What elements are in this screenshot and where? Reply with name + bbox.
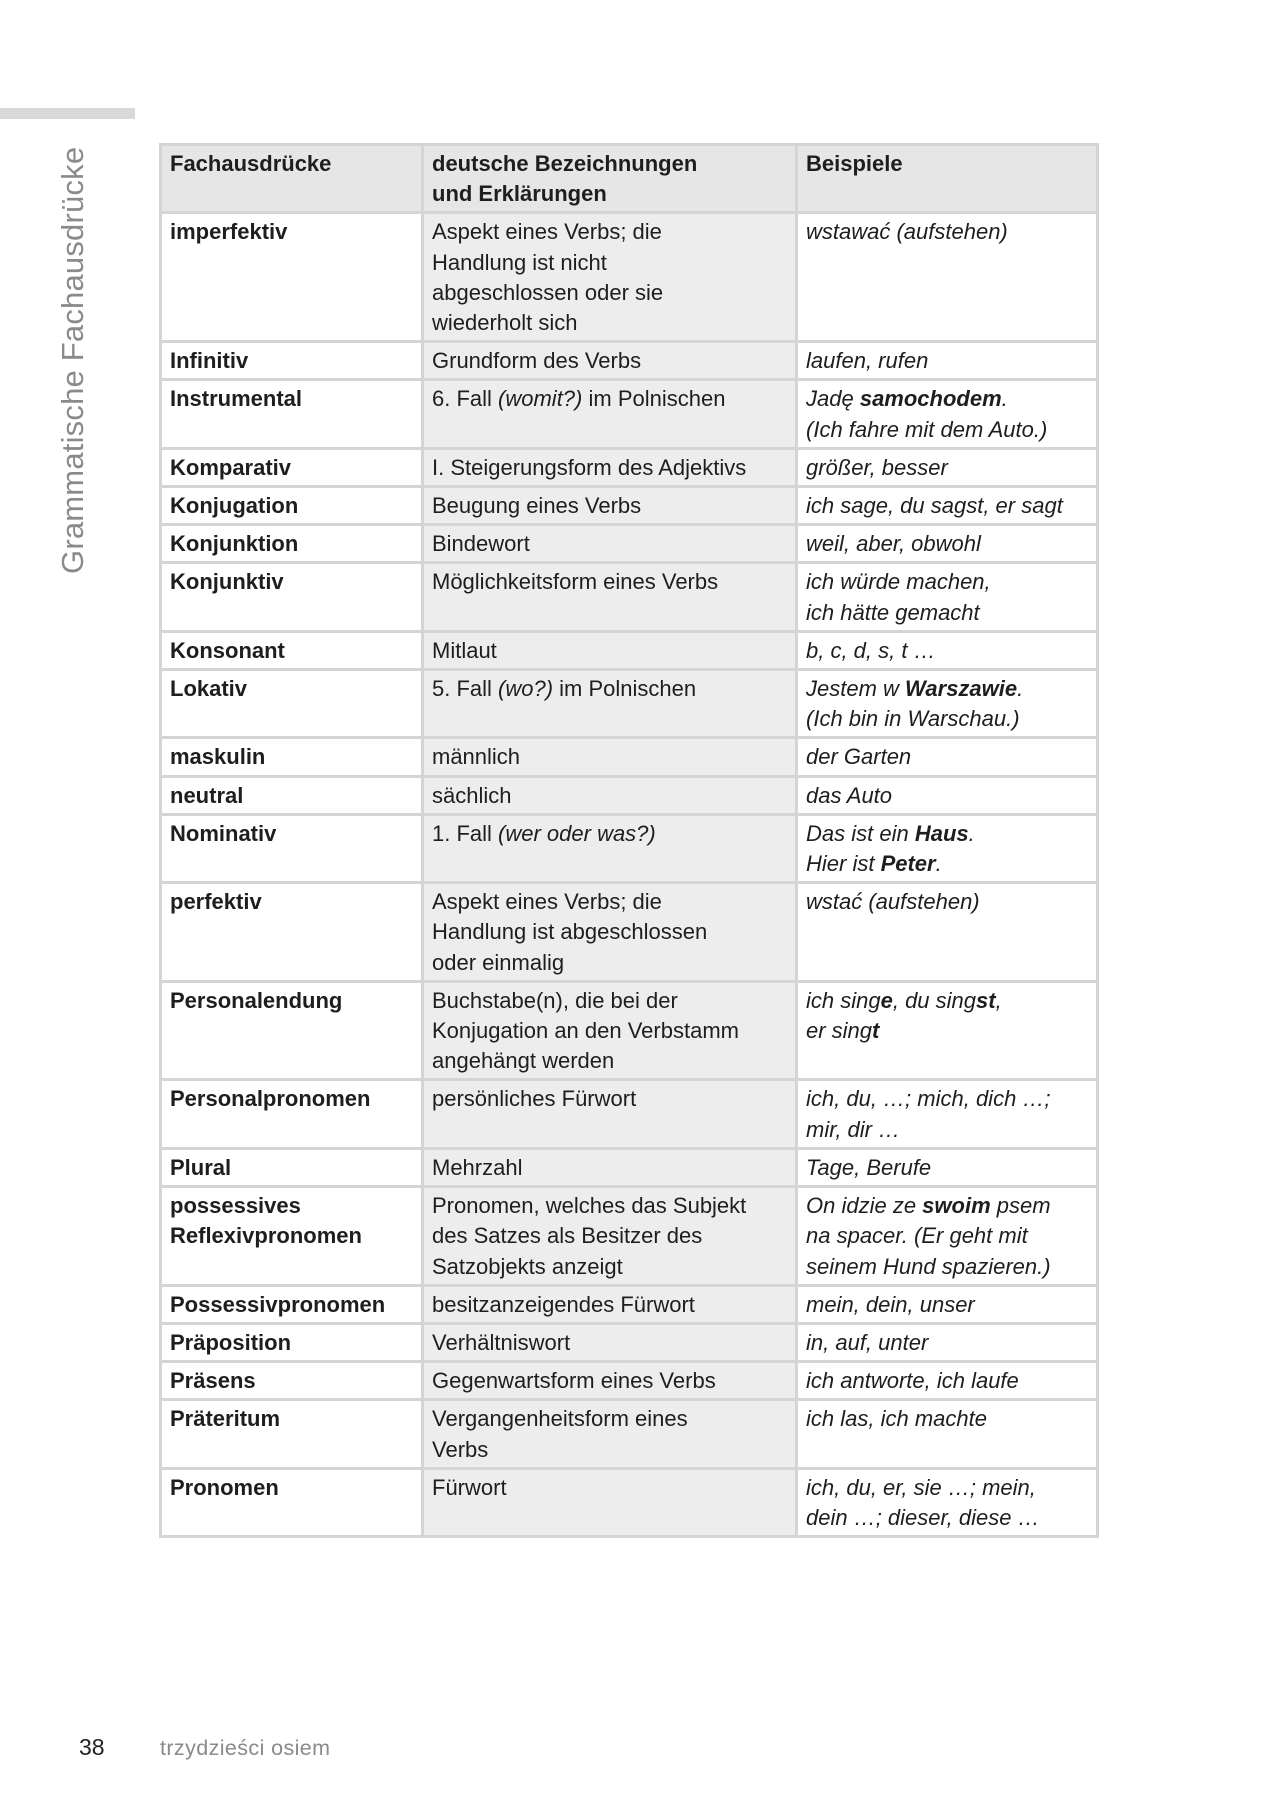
- table-row: [161, 1323, 1098, 1361]
- header-description-text: deutsche Bezeichnungen und Erklärungen: [432, 151, 698, 207]
- description-text: Möglichkeitsform eines Verbs: [432, 569, 719, 595]
- example-text: das Auto: [806, 782, 893, 808]
- term-cell: [161, 1148, 423, 1186]
- example-cell: [797, 670, 1098, 738]
- description-cell: [423, 213, 797, 342]
- description-text: Buchstabe(n), die bei der Konjugation an den Verbstamm angehängt werden: [432, 987, 739, 1074]
- table-row: [161, 1362, 1098, 1400]
- table-row: [161, 342, 1098, 380]
- description-cell: [423, 487, 797, 525]
- example-emphasis: e: [880, 987, 893, 1013]
- term-text: Konsonant: [170, 637, 285, 663]
- description-cell: [423, 1187, 797, 1286]
- description-text: Verhältniswort: [432, 1329, 571, 1355]
- example-cell: [797, 738, 1098, 776]
- description-cell: [423, 776, 797, 814]
- table-row: [161, 738, 1098, 776]
- example-cell: [797, 525, 1098, 563]
- description-text: sächlich: [432, 782, 512, 808]
- example-cell: [797, 342, 1098, 380]
- description-text: Fürwort: [432, 1474, 507, 1500]
- term-text: Personalendung: [170, 987, 343, 1013]
- description-text: im Polnischen: [582, 386, 726, 412]
- term-text: Possessivpronomen: [170, 1291, 386, 1317]
- description-text: I. Steigerungsform des Adjektivs: [432, 454, 747, 480]
- example-text: Das ist ein: [806, 820, 915, 846]
- example-text: Jadę: [806, 386, 860, 412]
- example-emphasis: Haus: [914, 820, 969, 846]
- example-cell: [797, 1323, 1098, 1361]
- term-text: Präteritum: [170, 1406, 281, 1432]
- example-text: ich antworte, ich laufe: [806, 1368, 1019, 1394]
- description-cell: [423, 631, 797, 669]
- example-text: ich, du, er, sie …; mein, dein …; dieser, diese …: [806, 1474, 1040, 1530]
- example-cell: [797, 1148, 1098, 1186]
- example-emphasis: t: [872, 1018, 880, 1044]
- term-text: Präposition: [170, 1329, 292, 1355]
- example-emphasis: st: [976, 987, 996, 1013]
- term-cell: [161, 1187, 423, 1286]
- description-cell: [423, 814, 797, 882]
- description-text: männlich: [432, 744, 521, 770]
- description-cell: [423, 563, 797, 631]
- example-text: Tage, Berufe: [806, 1154, 932, 1180]
- table-row: [161, 1285, 1098, 1323]
- term-cell: [161, 1362, 423, 1400]
- description-text: Bindewort: [432, 531, 530, 557]
- description-text: Beugung eines Verbs: [432, 493, 642, 519]
- term-text: Infinitiv: [170, 348, 249, 374]
- table-row: [161, 380, 1098, 448]
- description-text: Mitlaut: [432, 637, 497, 663]
- header-example-text: Beispiele: [806, 151, 903, 176]
- corner-accent-bar: [0, 108, 135, 119]
- description-cell: [423, 1362, 797, 1400]
- description-text: Mehrzahl: [432, 1154, 523, 1180]
- description-text: 6. Fall: [432, 386, 499, 412]
- glossary-table: [159, 143, 1099, 1538]
- description-text: 1. Fall: [432, 820, 499, 846]
- table-row: [161, 883, 1098, 982]
- term-text: perfektiv: [170, 889, 262, 915]
- term-cell: [161, 738, 423, 776]
- example-text: ich las, ich machte: [806, 1406, 987, 1432]
- example-text: ich, du, …; mich, dich …; mir, dir …: [806, 1086, 1051, 1142]
- example-text: ich würde machen, ich hätte gemacht: [806, 569, 991, 625]
- description-emphasis: (wo?): [498, 676, 554, 702]
- header-row: [161, 145, 1098, 213]
- example-emphasis: Warszawie: [905, 676, 1018, 702]
- header-term: [161, 145, 423, 213]
- description-emphasis: (womit?): [498, 386, 583, 412]
- table-row: [161, 487, 1098, 525]
- description-cell: [423, 1080, 797, 1148]
- term-cell: [161, 380, 423, 448]
- description-cell: [423, 448, 797, 486]
- example-cell: [797, 631, 1098, 669]
- example-cell: [797, 1468, 1098, 1536]
- term-text: Pronomen: [170, 1474, 279, 1500]
- term-cell: [161, 631, 423, 669]
- table-row: [161, 631, 1098, 669]
- example-cell: [797, 981, 1098, 1080]
- description-text: Vergangenheitsform eines Verbs: [432, 1406, 688, 1462]
- description-text: 5. Fall: [432, 676, 499, 702]
- description-text: besitzanzeigendes Fürwort: [432, 1291, 695, 1317]
- example-text: größer, besser: [806, 454, 948, 480]
- example-text: mein, dein, unser: [806, 1291, 975, 1317]
- term-cell: [161, 670, 423, 738]
- term-cell: [161, 1285, 423, 1323]
- example-text: , du sing: [892, 987, 977, 1013]
- example-text: . (Ich fahre mit dem Auto.): [806, 386, 1048, 442]
- example-cell: [797, 213, 1098, 342]
- glossary-body: [161, 213, 1098, 1537]
- term-text: Konjugation: [170, 493, 299, 519]
- header-description: [423, 145, 797, 213]
- term-text: Konjunktiv: [170, 569, 284, 595]
- description-text: Pronomen, welches das Subjekt des Satzes als Besitzer des Satzobjekts anzeigt: [432, 1193, 747, 1279]
- term-text: Plural: [170, 1154, 232, 1180]
- example-cell: [797, 814, 1098, 882]
- example-cell: [797, 1400, 1098, 1468]
- description-cell: [423, 1323, 797, 1361]
- page-number: 38: [79, 1734, 105, 1760]
- example-cell: [797, 883, 1098, 982]
- example-text: , er sing: [806, 987, 1002, 1044]
- table-row: [161, 448, 1098, 486]
- example-cell: [797, 380, 1098, 448]
- table-row: [161, 1148, 1098, 1186]
- example-cell: [797, 1080, 1098, 1148]
- glossary-header: [161, 145, 1098, 213]
- description-emphasis: (wer oder was?): [498, 820, 656, 846]
- table-row: [161, 1400, 1098, 1468]
- term-cell: [161, 525, 423, 563]
- table-row: [161, 776, 1098, 814]
- term-text: Personalpronomen: [170, 1086, 371, 1112]
- table-row: [161, 1187, 1098, 1286]
- description-text: Aspekt eines Verbs; die Handlung ist abgeschlossen oder einmalig: [432, 889, 708, 975]
- term-cell: [161, 448, 423, 486]
- header-example: [797, 145, 1098, 213]
- example-cell: [797, 1285, 1098, 1323]
- term-text: possessives Reflexivpronomen: [170, 1193, 362, 1249]
- example-cell: [797, 487, 1098, 525]
- term-cell: [161, 776, 423, 814]
- term-cell: [161, 1468, 423, 1536]
- table-row: [161, 670, 1098, 738]
- table-row: [161, 563, 1098, 631]
- example-text: . (Ich bin in Warschau.): [806, 676, 1024, 732]
- term-text: Lokativ: [170, 676, 248, 702]
- example-cell: [797, 563, 1098, 631]
- description-text: im Polnischen: [553, 676, 697, 702]
- description-cell: [423, 1285, 797, 1323]
- table-row: [161, 525, 1098, 563]
- term-text: neutral: [170, 782, 244, 808]
- example-text: wstać (aufstehen): [806, 889, 980, 915]
- example-text: ich sing: [806, 987, 881, 1013]
- table-row: [161, 1080, 1098, 1148]
- example-emphasis: samochodem: [859, 386, 1002, 412]
- description-cell: [423, 670, 797, 738]
- term-cell: [161, 487, 423, 525]
- example-cell: [797, 1362, 1098, 1400]
- example-cell: [797, 776, 1098, 814]
- term-text: Komparativ: [170, 454, 292, 480]
- description-cell: [423, 380, 797, 448]
- example-text: . Hier ist: [806, 820, 975, 877]
- example-emphasis: Peter: [880, 851, 936, 877]
- description-cell: [423, 1400, 797, 1468]
- page-number-words: trzydzieści osiem: [160, 1736, 331, 1760]
- term-cell: [161, 213, 423, 342]
- term-cell: [161, 342, 423, 380]
- example-text: ich sage, du sagst, er sagt: [806, 493, 1063, 519]
- term-cell: [161, 883, 423, 982]
- term-text: imperfektiv: [170, 219, 288, 245]
- example-cell: [797, 448, 1098, 486]
- description-text: Gegenwartsform eines Verbs: [432, 1368, 716, 1394]
- example-text: b, c, d, s, t …: [806, 637, 936, 663]
- example-text: in, auf, unter: [806, 1329, 929, 1355]
- description-text: Aspekt eines Verbs; die Handlung ist nicht abgeschlossen oder sie wiederholt sich: [432, 219, 664, 336]
- example-text: laufen, rufen: [806, 348, 929, 374]
- section-side-label: Grammatische Fachausdrücke: [55, 146, 90, 574]
- example-text: psem na spacer. (Er geht mit seinem Hund spazieren.): [806, 1193, 1051, 1279]
- term-cell: [161, 1323, 423, 1361]
- description-cell: [423, 1148, 797, 1186]
- example-text: wstawać (aufstehen): [806, 219, 1008, 245]
- description-cell: [423, 342, 797, 380]
- term-text: Präsens: [170, 1368, 256, 1394]
- term-cell: [161, 981, 423, 1080]
- example-text: .: [935, 851, 942, 877]
- example-text: der Garten: [806, 744, 912, 770]
- table-row: [161, 1468, 1098, 1536]
- example-text: weil, aber, obwohl: [806, 531, 981, 557]
- description-cell: [423, 883, 797, 982]
- description-text: Grundform des Verbs: [432, 348, 642, 374]
- term-cell: [161, 1400, 423, 1468]
- term-text: Nominativ: [170, 820, 277, 846]
- term-text: Konjunktion: [170, 531, 299, 557]
- example-text: On idzie ze: [806, 1193, 923, 1219]
- table-row: [161, 213, 1098, 342]
- term-text: maskulin: [170, 744, 266, 770]
- description-cell: [423, 981, 797, 1080]
- example-emphasis: swoim: [922, 1193, 991, 1219]
- term-cell: [161, 1080, 423, 1148]
- description-text: persönliches Fürwort: [432, 1086, 637, 1112]
- header-term-text: Fachausdrücke: [170, 151, 332, 176]
- example-cell: [797, 1187, 1098, 1286]
- description-cell: [423, 738, 797, 776]
- table-row: [161, 814, 1098, 882]
- table-row: [161, 981, 1098, 1080]
- description-cell: [423, 1468, 797, 1536]
- description-cell: [423, 525, 797, 563]
- term-cell: [161, 563, 423, 631]
- example-text: Jestem w: [806, 676, 906, 702]
- term-text: Instrumental: [170, 386, 303, 412]
- term-cell: [161, 814, 423, 882]
